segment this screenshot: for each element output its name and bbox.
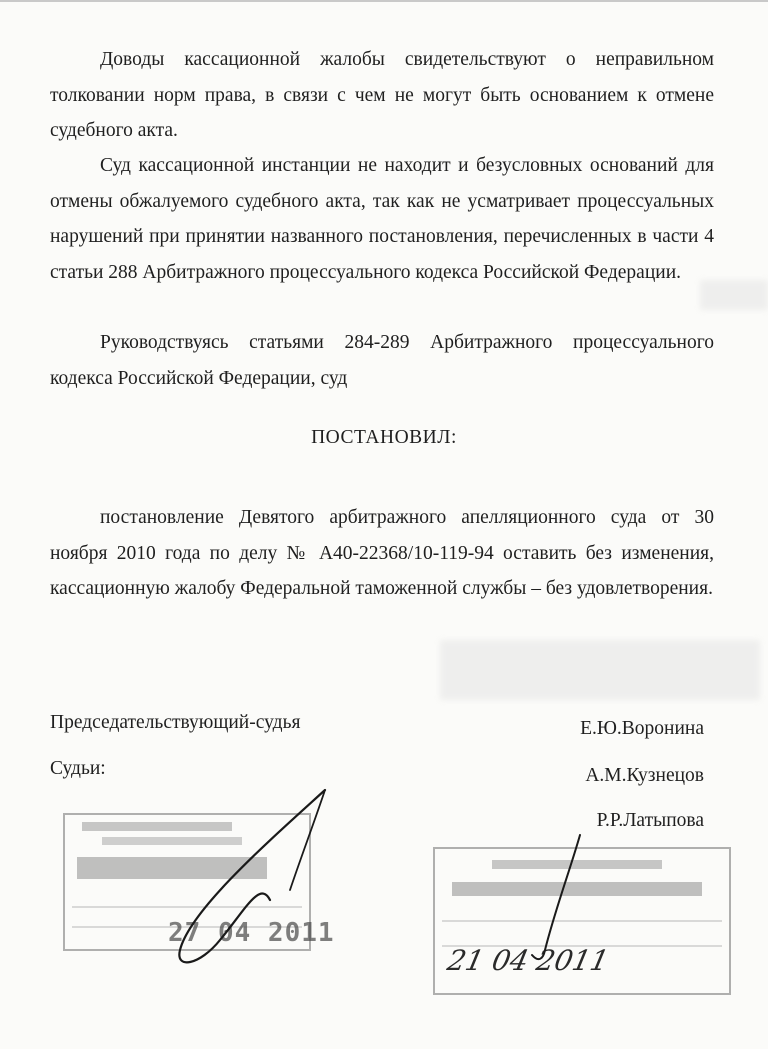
judge-name-2: Р.Р.Латыпова <box>596 810 704 831</box>
paragraph-resolution: постановление Девятого арбитражного апелляционного суда от 30 ноября 2010 года по делу № А40-22368/10-119-94 оставить без изменения, кассационную жалобу Федеральной таможенной службы – без удовлетворения. <box>50 507 714 599</box>
presiding-judge-name: Е.Ю.Воронина <box>580 718 704 739</box>
handwritten-signature-right <box>510 830 600 970</box>
scan-edge <box>0 0 768 2</box>
paragraph-guided-by: Руководствуясь статьями 284-289 Арбитражного процессуального кодекса Российской Федерации, суд <box>50 332 714 389</box>
handwritten-signature <box>150 780 350 980</box>
right-stamp-date: 21 04 2011 <box>444 944 612 977</box>
left-stamp-date: 27 04 2011 <box>168 918 335 948</box>
paragraph-arguments: Доводы кассационной жалобы свидетельствуют о неправильном толковании норм права, в связи с чем не могут быть основанием к отмене судебного акта. <box>50 49 714 141</box>
resolution-heading: ПОСТАНОВИЛ: <box>311 427 457 448</box>
presiding-judge-label: Председательствующий-судья <box>50 712 301 733</box>
paragraph-no-grounds: Суд кассационной инстанции не находит и безусловных оснований для отмены обжалуемого судебного акта, так как не усматривает процессуальных нарушений при принятии названного постановления, перечисленных в части 4 статьи 288 Арбитражного процессуального кодекса Российской Федерации. <box>50 155 714 283</box>
judges-label: Судьи: <box>50 758 106 779</box>
scan-smudge <box>440 640 760 700</box>
judge-name-1: А.М.Кузнецов <box>585 765 704 786</box>
